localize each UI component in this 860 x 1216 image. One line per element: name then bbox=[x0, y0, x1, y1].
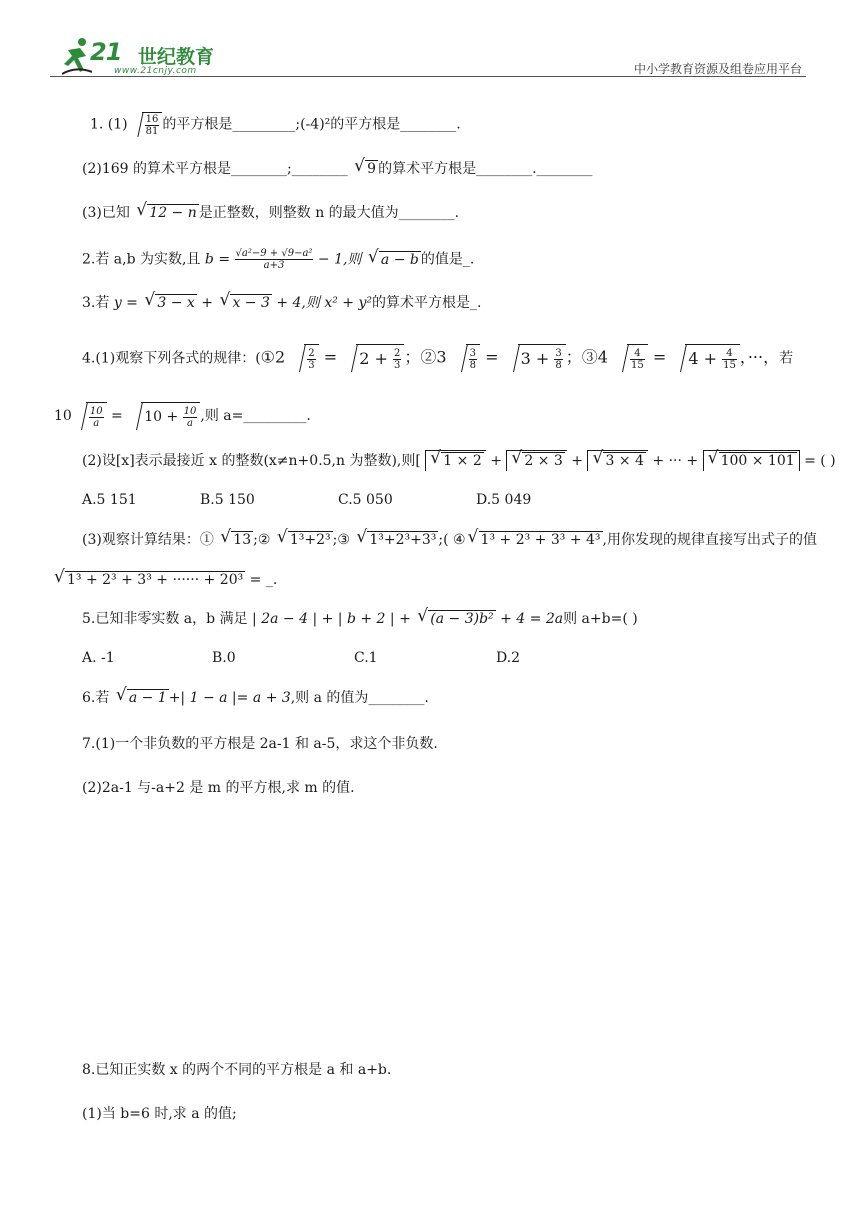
logo-number: 21 bbox=[90, 38, 122, 66]
q1-part1: 1. (1) $\frac{16}{81}$ 的平方根是_________;(-4)²的平方根是________. bbox=[90, 114, 461, 137]
q4-part1: 4.(1)观察下列各式的规律：(①2 $\frac{2}{3}$ = 2 + $\frac{2}{3}$ ；②3 $\frac{3}{8}$ = 3 + $\frac{3}{8}$ ；③4 $\frac{4}{15}$ = 4 + $\frac{4}{15}$ ，···，若 bbox=[82, 344, 793, 372]
q2: 2.若 a,b 为实数,且 b = $\frac{\text{√a²−9 + √9−a²}}{a+3}$ − 1,则 √ a − b 的值是_. bbox=[82, 248, 474, 271]
q1-part3: (3)已知 √ 12 − n 是正整数，则整数 n 的最大值为________. bbox=[82, 203, 459, 223]
q4-part2: (2)设[x]表示最接近 x 的整数(x≠n+0.5,n 为整数),则[ √ 1 × 2 + √ 2 × 3 + √ 3 × 4 + ··· + √ 100 × 101 = ( ) bbox=[82, 450, 836, 471]
option-d: D.5 049 bbox=[476, 492, 532, 508]
option-c: C.5 050 bbox=[338, 492, 393, 508]
q7-part2: (2)2a-1 与-a+2 是 m 的平方根,求 m 的值. bbox=[82, 780, 355, 796]
option-a: A. -1 bbox=[82, 650, 115, 666]
logo-text: 世纪教育 bbox=[138, 46, 215, 68]
option-b: B.0 bbox=[212, 650, 236, 666]
option-b: B.5 150 bbox=[200, 492, 255, 508]
header-divider bbox=[50, 76, 806, 77]
q8-part2: (1)当 b=6 时,求 a 的值; bbox=[82, 1106, 237, 1122]
site-logo bbox=[62, 36, 232, 80]
logo-url: www.21cnjy.com bbox=[114, 66, 197, 76]
option-d: D.2 bbox=[496, 650, 521, 666]
q5: 5.已知非零实数 a，b 满足 | 2a − 4 | + | b + 2 | + √ (a − 3)b² + 4 = 2a则 a+b=( ) bbox=[82, 609, 638, 629]
q8-part1: 8.已知正实数 x 的两个不同的平方根是 a 和 a+b. bbox=[82, 1062, 392, 1078]
q6: 6.若 √ a − 1 +| 1 − a |= a + 3,则 a 的值为________. bbox=[82, 688, 429, 708]
q1-part2: (2)169 的算术平方根是________;________ √ 9 的算术平方根是________.________ bbox=[82, 159, 593, 179]
platform-label: 中小学教育资源及组卷应用平台 bbox=[633, 62, 802, 76]
option-a: A.5 151 bbox=[82, 492, 137, 508]
q4-part3: (3)观察计算结果：① √ 13 ;② √ 1³+2³ ;③ √ 1³+2³+3³ ;( ④√ 1³ + 2³ + 3³ + 4³ ,用你发现的规律直接写出式子的值 bbox=[82, 530, 817, 550]
q7-part1: 7.(1)一个非负数的平方根是 2a-1 和 a-5，求这个非负数. bbox=[82, 736, 438, 752]
q4-part3-line2: √ 1³ + 2³ + 3³ + ······ + 20³ = _. bbox=[52, 570, 277, 590]
runner-logo-icon bbox=[62, 36, 92, 76]
q3: 3.若 y = √ 3 − x + √ x − 3 + 4,则 x² + y²的算术平方根是_. bbox=[82, 293, 481, 313]
option-c: C.1 bbox=[354, 650, 378, 666]
q4-part1-line2: 10 $\frac{10}{a}$ = 10 + $\frac{10}{a}$ ,则 a=_________. bbox=[54, 402, 311, 430]
